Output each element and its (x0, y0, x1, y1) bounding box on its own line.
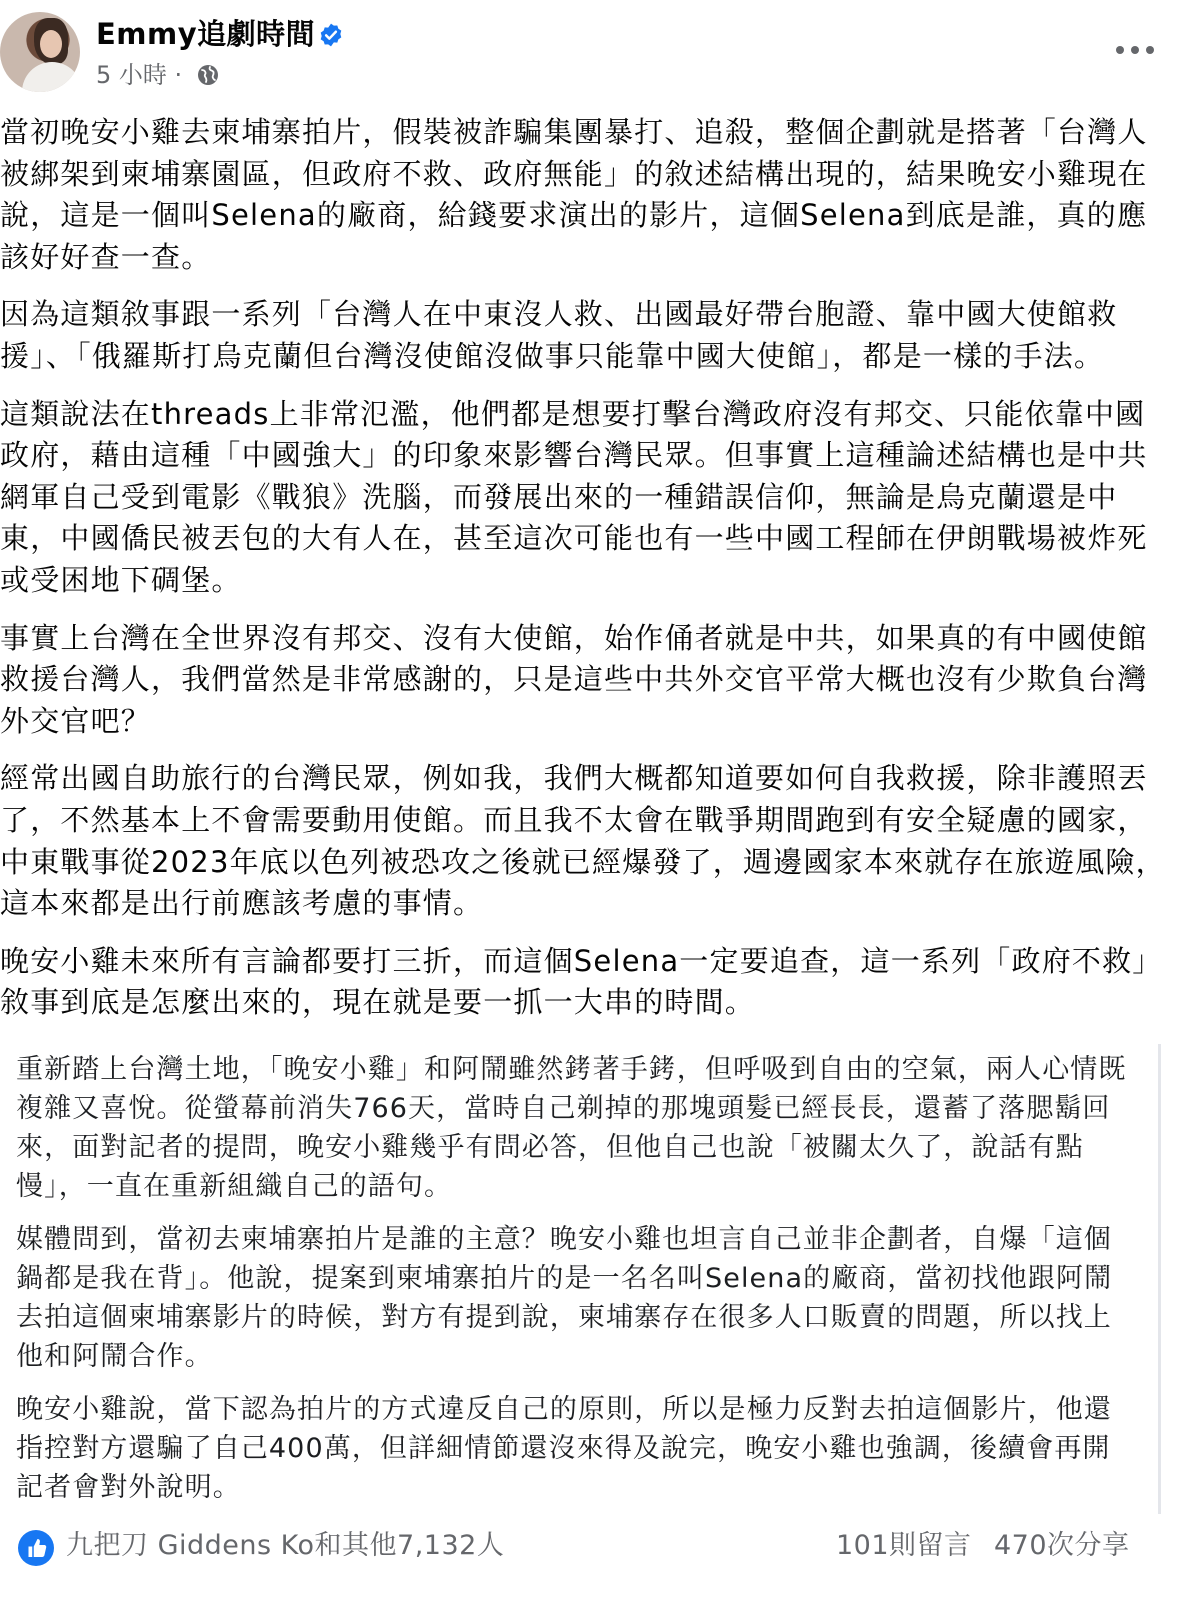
post-paragraph: 經常出國自助旅行的台灣民眾，例如我，我們大概都知道要如何自我救援，除非護照丟了，不然基本上不會需要動用使館。而且我不太會在戰爭期間跑到有安全疑慮的國家，中東戰事從2023年底以色列被恐攻之後就已經爆發了，週邊國家本來就存在旅遊風險，這本來都是出行前應該考慮的事情。 (0, 761, 1166, 921)
post-header (0, 0, 1200, 110)
post-paragraph: 當初晚安小雞去柬埔寨拍片，假裝被詐騙集團暴打、追殺，整個企劃就是搭著「台灣人被綁架到柬埔寨園區，但政府不救、政府無能」的敘述結構出現的，結果晚安小雞現在說，這是一個叫Selena的廠商，給錢要求演出的影片，這個Selena到底是誰，真的應該好好查一查。 (0, 115, 1148, 274)
quote-paragraph: 重新踏上台灣土地，「晚安小雞」和阿鬧雖然銬著手銬，但呼吸到自由的空氣，兩人心情既複雜又喜悅。從螢幕前消失766天，當時自己剃掉的那塊頭髮已經長長，還蓄了落腮鬍回來，面對記者的提問，晚安小雞幾乎有問必答，但他自己也說「被關太久了，說話有點慢」，一直在重新組織自己的語句。 (16, 1054, 1127, 1202)
quoted-article-image[interactable] (0, 1044, 1161, 1514)
author-avatar[interactable] (0, 12, 80, 92)
thumbs-up-like-icon[interactable] (18, 1530, 54, 1566)
more-options-icon[interactable] (1112, 30, 1158, 70)
quote-paragraph: 媒體問到，當初去柬埔寨拍片是誰的主意？晚安小雞也坦言自己並非企劃者，自爆「這個鍋都是我在背」。他說，提案到柬埔寨拍片的是一名名叫Selena的廠商，當初找他跟阿鬧去拍這個柬埔寨影片的時候，對方有提到說，柬埔寨存在很多人口販賣的問題，所以找上他和阿鬧合作。 (16, 1224, 1113, 1372)
post-meta (96, 58, 182, 92)
post-body (0, 112, 1168, 1040)
post-paragraph: 事實上台灣在全世界沒有邦交、沒有大使館，始作俑者就是中共，如果真的有中國使館救援台灣人，我們當然是非常感謝的，只是這些中共外交官平常大概也沒有少欺負台灣外交官吧？ (0, 620, 1148, 738)
post-paragraph: 這類說法在threads上非常氾濫，他們都是想要打擊台灣政府沒有邦交、只能依靠中國政府，藉由這種「中國強大」的印象來影響台灣民眾。但事實上這種論述結構也是中共網軍自己受到電影《戰狼》洗腦，而發展出來的一種錯誤信仰，無論是烏克蘭還是中東，中國僑民被丟包的大有人在，甚至這次可能也有一些中國工程師在伊朗戰場被炸死或受困地下碉堡。 (0, 396, 1148, 597)
reactions-summary[interactable]: 九把刀 Giddens Ko和其他7,132人 (66, 1530, 505, 1561)
comments-count[interactable]: 101則留言 (836, 1530, 972, 1561)
meta-separator: · (166, 61, 183, 89)
post-footer (0, 1522, 1200, 1597)
verified-badge-icon (318, 22, 344, 48)
author-name[interactable]: Emmy追劇時間 (96, 17, 316, 51)
quote-paragraph: 晚安小雞說，當下認為拍片的方式違反自己的原則，所以是極力反對去拍這個影片，他還指控對方還騙了自己400萬，但詳細情節還沒來得及說完，晚安小雞也強調，後續會再開記者會對外說明。 (16, 1394, 1112, 1503)
post-timestamp[interactable]: 5 小時 (96, 61, 167, 89)
post-paragraph: 晚安小雞未來所有言論都要打三折，而這個Selena一定要追查，這一系列「政府不救」敘事到底是怎麼出來的，現在就是要一抓一大串的時間。 (0, 943, 1163, 1020)
shares-count[interactable]: 470次分享 (994, 1530, 1130, 1561)
post-paragraph: 因為這類敘事跟一系列「台灣人在中東沒人救、出國最好帶台胞證、靠中國大使館救援」、「俄羅斯打烏克蘭但台灣沒使館沒做事只能靠中國大使館」，都是一樣的手法。 (0, 297, 1118, 373)
quoted-article-text (16, 1050, 1136, 1521)
globe-icon[interactable] (196, 63, 220, 87)
